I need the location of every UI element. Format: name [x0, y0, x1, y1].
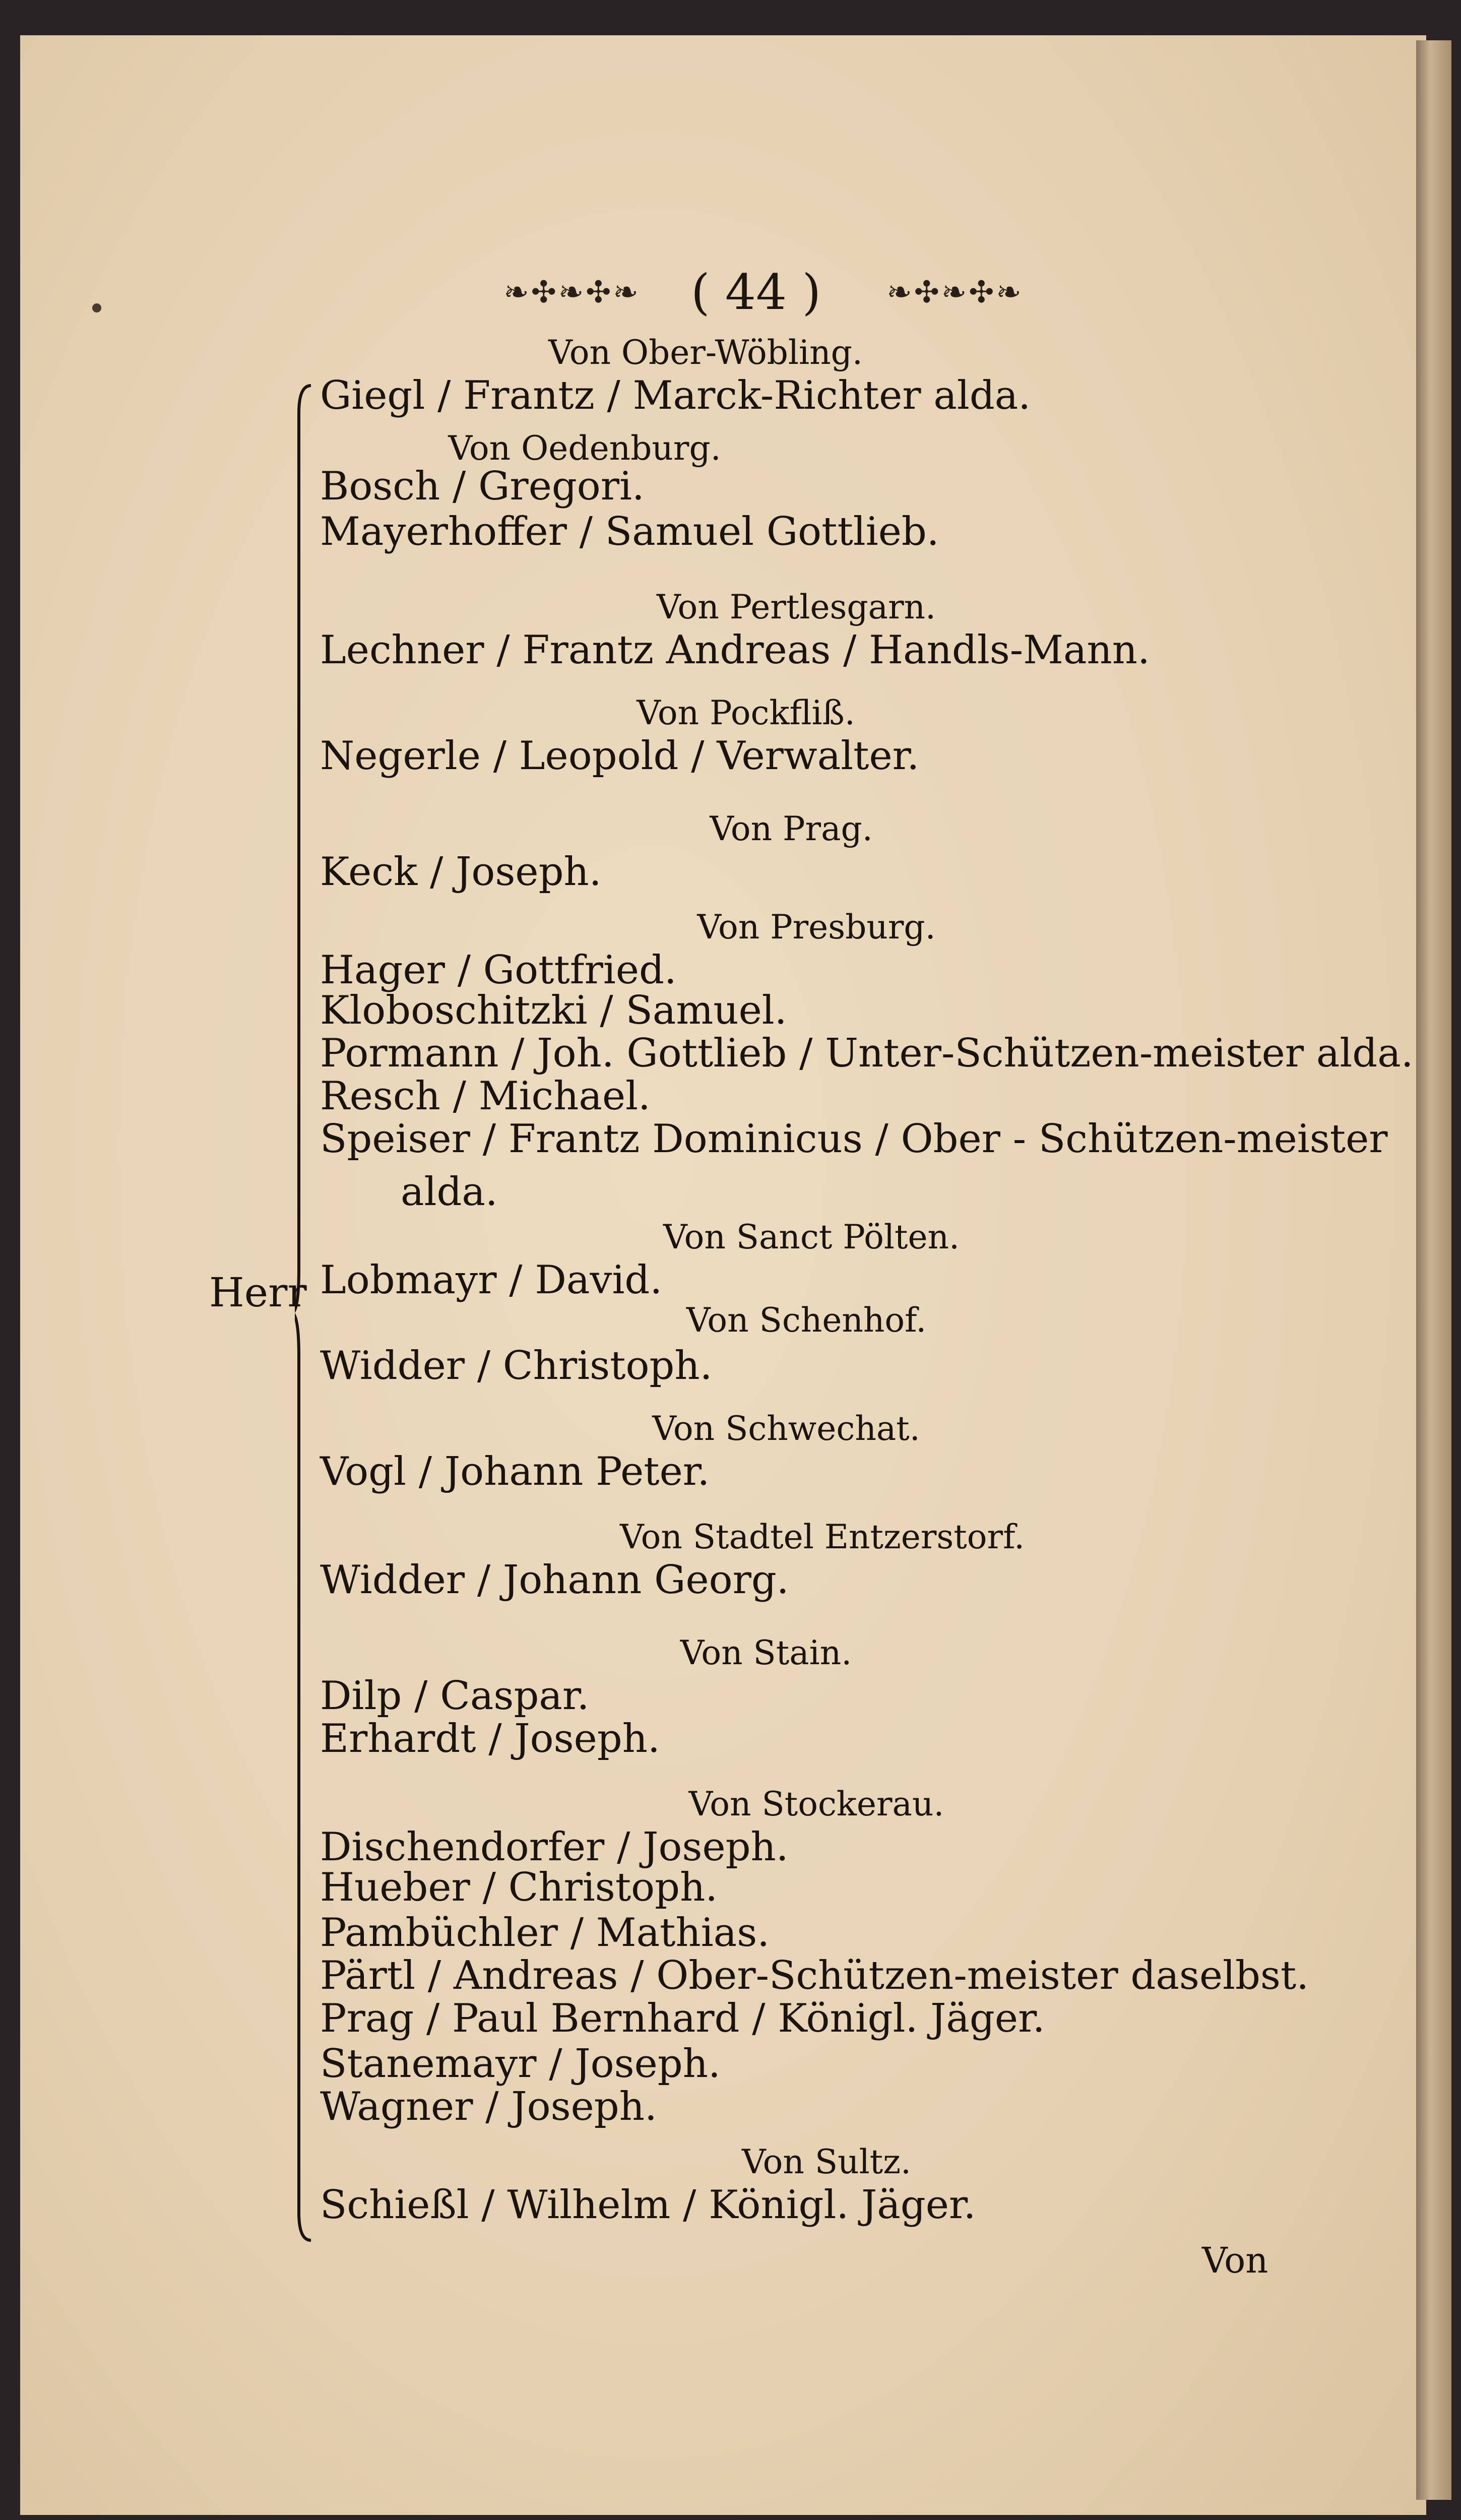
list-entry: Widder / Christoph.: [320, 1343, 713, 1389]
list-entry: Pärtl / Andreas / Ober-Schützen-meister daselbst.: [320, 1953, 1309, 1998]
list-entry: Stanemayr / Joseph.: [320, 2041, 721, 2087]
page-number: ( 44 ): [690, 264, 821, 321]
list-entry: Erhardt / Joseph.: [320, 1716, 660, 1761]
place-heading: Von Sanct Pölten.: [663, 1218, 960, 1256]
place-heading: Von Pockfliß.: [637, 694, 855, 732]
list-entry: alda.: [401, 1169, 498, 1215]
list-entry: Dilp / Caspar.: [320, 1673, 590, 1719]
list-entry: Hueber / Christoph.: [320, 1865, 718, 1910]
place-heading: Von Ober-Wöbling.: [548, 333, 863, 372]
brace-label: Herr: [209, 1269, 307, 1316]
place-heading: Von Schwechat.: [652, 1409, 920, 1448]
header-ornament-left: ❧✣❧✣❧: [503, 275, 641, 310]
place-heading: Von Stain.: [680, 1633, 852, 1672]
list-entry: Lechner / Frantz Andreas / Handls-Mann.: [320, 627, 1150, 673]
list-entry: Pambüchler / Mathias.: [320, 1910, 770, 1956]
place-heading: Von Stockerau.: [688, 1785, 944, 1823]
place-heading: Von Prag.: [710, 809, 873, 848]
header-ornament-right: ❧✣❧✣❧: [886, 275, 1024, 310]
list-entry: Hager / Gottfried.: [320, 948, 677, 993]
list-entry: Speiser / Frantz Dominicus / Ober - Schützen-meister: [320, 1116, 1388, 1162]
place-heading: Von Stadtel Entzerstorf.: [620, 1518, 1025, 1556]
list-entry: Schießl / Wilhelm / Königl. Jäger.: [320, 2182, 976, 2228]
list-entry: Keck / Joseph.: [320, 849, 602, 895]
list-entry: Prag / Paul Bernhard / Königl. Jäger.: [320, 1996, 1045, 2041]
page-edge: [1416, 40, 1451, 2500]
list-entry: Vogl / Johann Peter.: [320, 1449, 710, 1494]
list-entry: Bosch / Gregori.: [320, 464, 645, 509]
list-entry: Mayerhoffer / Samuel Gottlieb.: [320, 509, 939, 554]
list-entry: Kloboschitzki / Samuel.: [320, 988, 787, 1033]
place-heading: Von Sultz.: [742, 2143, 911, 2181]
list-entry: Widder / Johann Georg.: [320, 1557, 789, 1603]
place-heading: Von Oedenburg.: [448, 429, 721, 468]
place-heading: Von Presburg.: [697, 908, 936, 947]
list-entry: Pormann / Joh. Gottlieb / Unter-Schützen-meister alda.: [320, 1031, 1414, 1076]
page-header: [0, 265, 1461, 320]
place-heading: Von Pertlesgarn.: [656, 588, 936, 626]
list-entry: Lobmayr / David.: [320, 1257, 663, 1303]
list-entry: Giegl / Frantz / Marck-Richter alda.: [320, 373, 1031, 418]
list-entry: Resch / Michael.: [320, 1074, 651, 1119]
catchword: Von: [1202, 2240, 1268, 2281]
list-entry: Negerle / Leopold / Verwalter.: [320, 733, 920, 779]
place-heading: Von Schenhof.: [686, 1301, 927, 1340]
list-entry: Wagner / Joseph.: [320, 2084, 657, 2129]
list-entry: Dischendorfer / Joseph.: [320, 1824, 789, 1870]
